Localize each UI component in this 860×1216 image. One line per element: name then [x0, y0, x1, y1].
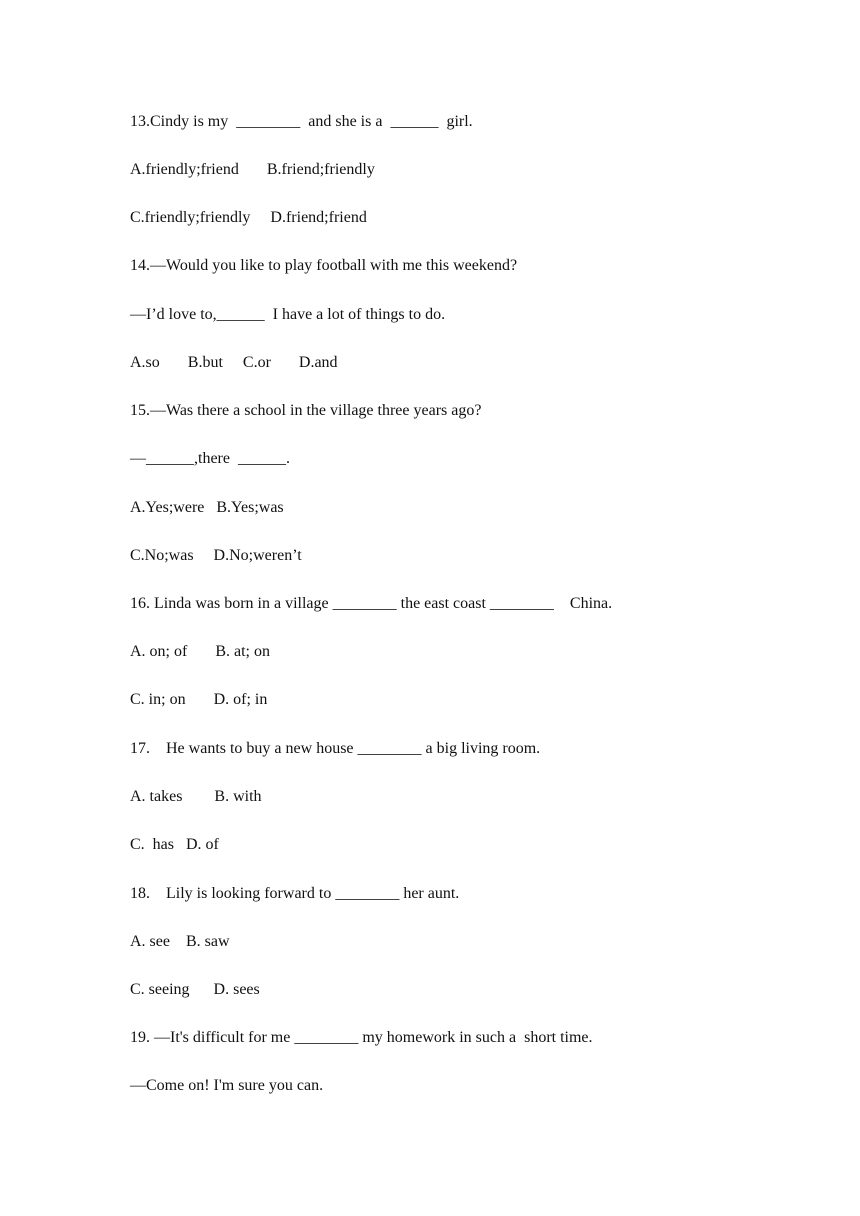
question-17-stem: 17. He wants to buy a new house ________ a big living room. [130, 740, 541, 757]
question-15-stem: 15.—Was there a school in the village three years ago? [130, 402, 482, 419]
question-16-options-cd: C. in; on D. of; in [130, 691, 268, 708]
question-19-reply: —Come on! I'm sure you can. [130, 1077, 324, 1094]
question-18-options-ab: A. see B. saw [130, 933, 230, 950]
question-16-options-ab: A. on; of B. at; on [130, 643, 270, 660]
question-13-stem: 13.Cindy is my ________ and she is a ______ girl. [130, 113, 473, 130]
question-16-stem: 16. Linda was born in a village ________ the east coast ________ China. [130, 595, 613, 612]
question-14-options: A.so B.but C.or D.and [130, 354, 338, 371]
question-15-options-cd: C.No;was D.No;weren’t [130, 547, 302, 564]
question-19-stem: 19. —It's difficult for me ________ my homework in such a short time. [130, 1029, 593, 1046]
question-13-options-cd: C.friendly;friendly D.friend;friend [130, 209, 367, 226]
question-18-options-cd: C. seeing D. sees [130, 981, 260, 998]
question-14-stem: 14.—Would you like to play football with me this weekend? [130, 257, 518, 274]
question-17-options-cd: C. has D. of [130, 836, 219, 853]
question-15-reply: —______,there ______. [130, 450, 290, 467]
question-14-reply: —I’d love to,______ I have a lot of things to do. [130, 306, 446, 323]
question-18-stem: 18. Lily is looking forward to ________ her aunt. [130, 885, 460, 902]
question-13-options-ab: A.friendly;friend B.friend;friendly [130, 161, 375, 178]
question-17-options-ab: A. takes B. with [130, 788, 262, 805]
question-15-options-ab: A.Yes;were B.Yes;was [130, 499, 284, 516]
